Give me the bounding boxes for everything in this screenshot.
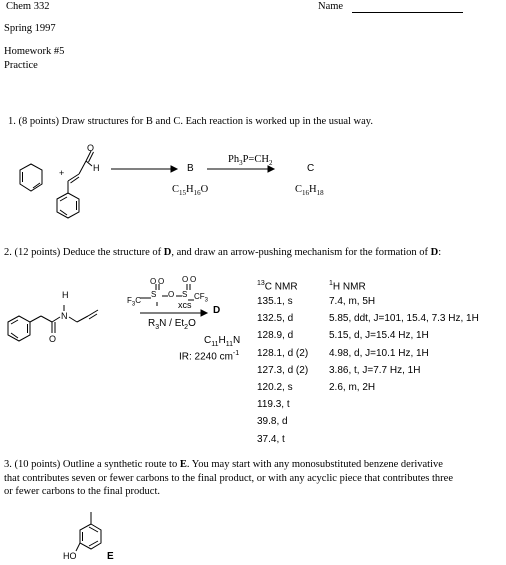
amide-nitrogen: N <box>61 311 68 321</box>
product-d-label: D <box>213 305 221 316</box>
c13-nmr-entry: 128.1, d (2) <box>257 347 309 359</box>
tf2o-sulfur-1: S <box>151 290 157 299</box>
c13-nmr-entry: 127.3, d (2) <box>257 364 309 376</box>
c13-nmr-entry: 39.8, d <box>257 416 288 428</box>
formula-b: $C_{15}H_{16}O$ <box>172 184 209 198</box>
c13-nmr-entry: 119.3, t <box>257 399 290 411</box>
term: Spring 1997 <box>4 23 56 34</box>
h1-nmr-entry: 7.4, m, 5H <box>329 296 376 307</box>
h1-nmr-entry: 3.86, t, J=7.7 Hz, 1H <box>329 364 421 376</box>
c13-nmr-entry: 128.9, d <box>257 330 294 342</box>
h1-nmr-entry: 5.15, d, J=15.4 Hz, 1H <box>329 330 429 342</box>
c13-nmr-entry: 120.2, s <box>257 382 293 393</box>
tf2o-oxygen-4: O <box>190 275 197 284</box>
tf2o-cf3-left: $F_3C$ <box>127 296 142 308</box>
formula-d: $C_{11}H_{11}N$ <box>204 335 241 348</box>
product-e-label: E <box>107 551 114 562</box>
question-2-text: 2. (12 points) Deduce the structure of D, and draw an arrow-pushing mechanism for the formation of D: <box>4 247 442 258</box>
excess-label: xcs <box>178 300 192 310</box>
product-b-label: B <box>187 163 194 174</box>
tf2o-cf3-right: $CF_3$ <box>194 292 209 304</box>
h1-nmr-header: $^1$H NMR <box>329 280 366 293</box>
tf2o-oxygen-1: O <box>150 277 157 286</box>
amide-oxygen: O <box>49 334 57 344</box>
question-1-text: 1. (8 points) Draw structures for B and C. Each reaction is worked up in the usual way. <box>8 116 373 127</box>
c13-nmr-entry: 135.1, s <box>257 296 293 307</box>
hydroxyl-label: HO <box>63 551 77 561</box>
h1-nmr-entry: 5.85, ddt, J=101, 15.4, 7.3 Hz, 1H <box>329 313 479 325</box>
question-3-line-2: that contributes seven or fewer carbons to the final product, or with any acyclic piece that contributes three <box>4 473 453 484</box>
aldehyde-oxygen: O <box>87 143 95 153</box>
conditions-label: $R_3N / Et_2O$ <box>148 318 196 331</box>
course-title: Chem 332 <box>6 1 50 12</box>
formula-c: $C_{16}H_{18}$ <box>295 184 324 198</box>
question-3-line-3: or fewer carbons to the final product. <box>4 486 160 497</box>
question-3-line-1: 3. (10 points) Outline a synthetic route to E. You may start with any monosubstituted benzene derivative <box>4 459 443 470</box>
h1-nmr-entry: 4.98, d, J=10.1 Hz, 1H <box>329 347 429 359</box>
c13-nmr-entry: 37.4, t <box>257 433 285 445</box>
p-cresol-structure <box>76 512 101 551</box>
aldehyde-hydrogen: H <box>93 163 100 173</box>
tf2o-bridge-oxygen: O <box>168 290 175 299</box>
tf2o-oxygen-3: O <box>182 275 189 284</box>
assignment-subtitle: Practice <box>4 60 38 71</box>
product-c-label: C <box>307 163 315 174</box>
c13-nmr-entry: 132.5, d <box>257 313 294 325</box>
ir-data: IR: 2240 $cm^{-1}$ <box>179 350 240 363</box>
tf2o-sulfur-2: S <box>182 290 188 299</box>
assignment-title: Homework #5 <box>4 46 65 57</box>
name-label: Name <box>318 1 344 12</box>
plus-sign: + <box>59 168 65 178</box>
wittig-reagent: $Ph_3P=CH_2$ <box>228 154 273 168</box>
h1-nmr-entry: 2.6, m, 2H <box>329 382 376 393</box>
tf2o-oxygen-2: O <box>158 277 165 286</box>
c13-nmr-header: $^{13}$C NMR <box>257 280 298 293</box>
amide-hydrogen: H <box>62 290 69 300</box>
